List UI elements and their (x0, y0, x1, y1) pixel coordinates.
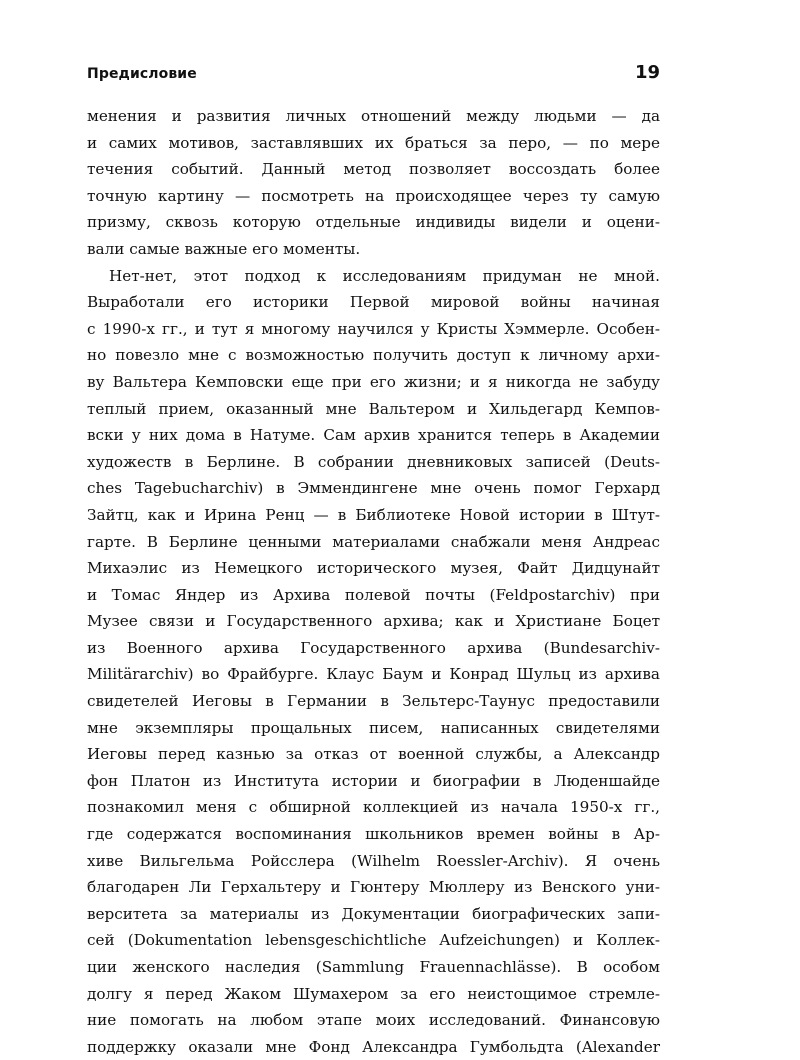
text-line: Музее связи и Государственного архива; как и Христиане Боцет (87, 612, 660, 631)
text-line: художеств в Берлине. В собрании дневниковых записей (Deuts- (87, 452, 660, 471)
paragraph-first-line: Нет-нет, этот подход к исследованиям придуман не мной. (109, 266, 660, 285)
text-line: долгу я перед Жаком Шумахером за его неистощимое стремле- (87, 984, 660, 1003)
text-line: сей (Dokumentation lebensgeschichtliche Aufzeichungen) и Коллек- (87, 931, 660, 950)
text-line: менения и развития личных отношений между людьми — да (87, 107, 660, 125)
text-line: теплый прием, оказанный мне Вальтером и Хильдегард Кемпов- (87, 399, 660, 418)
text-line: и Томас Яндер из Архива полевой почты (Feldpostarchiv) при (87, 585, 660, 604)
text-line: из Военного архива Государственного архива (Bundesarchiv- (87, 638, 660, 657)
section-title: Предисловие (87, 66, 197, 82)
text-line: ции женского наследия (Sammlung Frauennachlässe). В особом (87, 958, 660, 976)
text-line: течения событий. Данный метод позволяет воссоздать более (87, 160, 660, 179)
page-number: 19 (634, 62, 660, 83)
text-line: призму, сквозь которую отдельные индивиды видели и оцени- (87, 213, 660, 232)
text-line: где содержатся воспоминания школьников времен войны в Ар- (87, 825, 660, 844)
text-line: верситета за материалы из Документации биографических запи- (87, 904, 660, 923)
text-line: Иеговы перед казнью за отказ от военной службы, а Александр (87, 745, 660, 764)
text-line: Выработали его историки Первой мировой войны начиная (87, 293, 660, 312)
text-line: Militärarchiv) во Фрайбурге. Клаус Баум и Конрад Шульц из архива (87, 665, 660, 684)
text-line: вали самые важные его моменты. (87, 239, 361, 258)
text-line: свидетелей Иеговы в Германии в Зельтерс-Таунус предоставили (87, 692, 660, 711)
text-line: точную картину — посмотреть на происходящее через ту самую (87, 186, 660, 205)
running-head (87, 62, 660, 90)
text-line: и самих мотивов, заставлявших их браться за перо, — по мере (87, 133, 660, 152)
text-line: ву Вальтера Кемповски еще при его жизни; и я никогда не забуду (87, 372, 660, 391)
text-line: мне экземпляры прощальных писем, написанных свидетелями (87, 718, 660, 737)
body-text (87, 103, 660, 1060)
text-line: фон Платон из Института истории и биографии в Люденшайде (87, 771, 660, 790)
text-line: хиве Вильгельма Ройсслера (Wilhelm Roessler-Archiv). Я очень (87, 851, 660, 870)
text-line: благодарен Ли Герхальтеру и Гюнтеру Мюллеру из Венского уни- (87, 878, 660, 897)
text-line: но повезло мне с возможностью получить доступ к личному архи- (87, 346, 660, 365)
text-line: ches Tagebucharchiv) в Эммендингене мне очень помог Герхард (87, 479, 660, 498)
text-line: Зайтц, как и Ирина Ренц — в Библиотеке Новой истории в Штут- (87, 505, 660, 524)
text-line: ние помогать на любом этапе моих исследований. Финансовую (87, 1011, 660, 1030)
text-line: гарте. В Берлине ценными материалами снабжали меня Андреас (87, 532, 660, 551)
text-line: поддержку оказали мне Фонд Александра Гумбольдта (Alexander (87, 1037, 660, 1056)
text-line: с 1990-х гг., и тут я многому научился у Кристы Хэммерле. Особен- (87, 319, 660, 338)
text-line: вски у них дома в Натуме. Сам архив хранится теперь в Академии (87, 426, 660, 445)
text-line: познакомил меня с обширной коллекцией из начала 1950-х гг., (87, 798, 660, 817)
text-line: Михаэлис из Немецкого исторического музея, Файт Дидцунайт (87, 559, 660, 578)
